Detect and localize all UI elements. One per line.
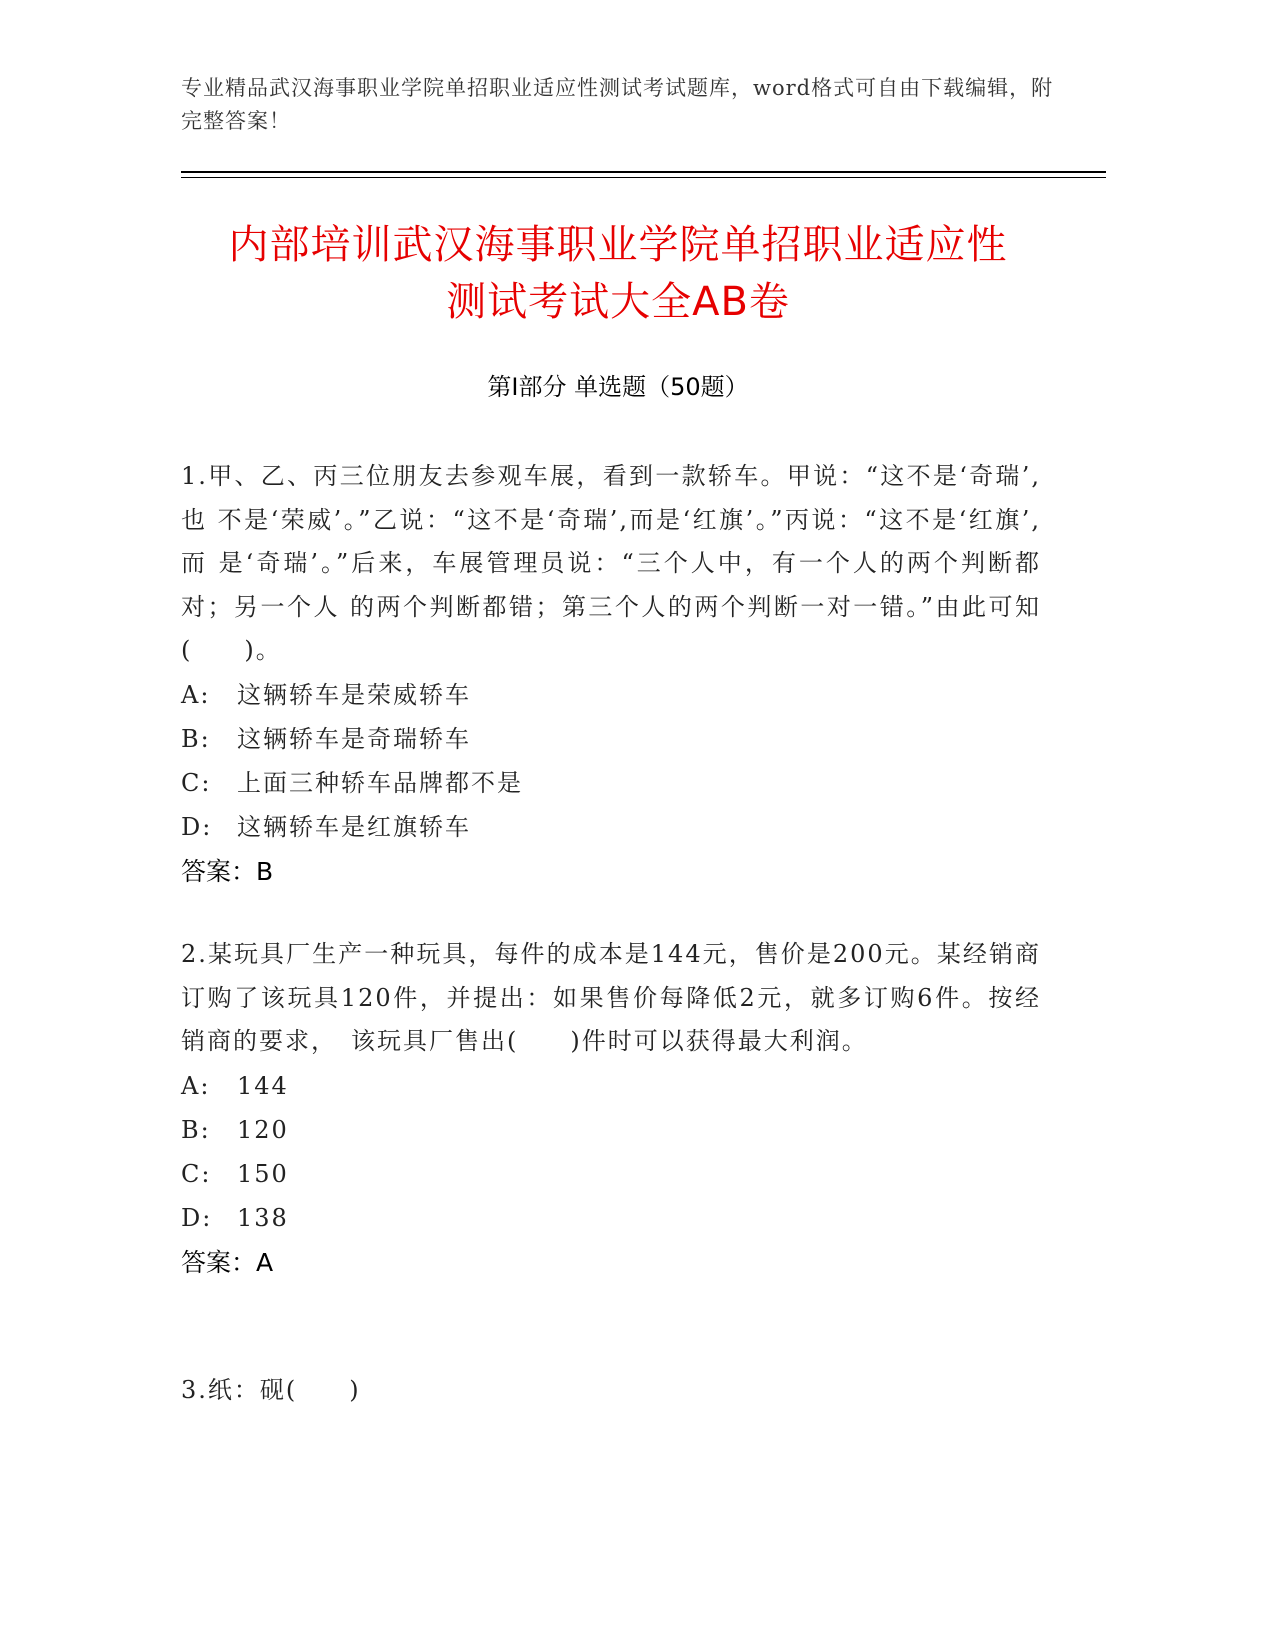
header-note: 专业精品武汉海事职业学院单招职业适应性测试考试题库，word格式可自由下载编辑，附完整答案！ bbox=[181, 76, 1054, 133]
answer-line: 答案：B bbox=[181, 856, 274, 886]
title-line-1: 内部培训武汉海事职业学院单招职业适应性 bbox=[228, 222, 1008, 268]
option-key: B: bbox=[181, 724, 211, 753]
option-key: D: bbox=[181, 812, 213, 841]
option-key: B: bbox=[181, 1115, 211, 1144]
document-title bbox=[181, 217, 1055, 331]
option-c bbox=[181, 1152, 1041, 1196]
option-key: A: bbox=[181, 1071, 211, 1100]
question-stem: 1.甲、乙、丙三位朋友去参观车展，看到一款轿车。甲说：“这不是‘奇瑞’,也 不是‘荣威’。”乙说：“这不是‘奇瑞’,而是‘红旗’。”丙说：“这不是‘红旗’,而 是‘奇瑞’。”后来，车展管理员说：“三个人中，有一个人的两个判断都对；另一个人 的两个判断都错；第三个人的两个判断一对一错。”由此可知( )。 bbox=[181, 462, 1041, 664]
option-d bbox=[181, 1196, 1041, 1240]
question-3 bbox=[181, 1369, 1041, 1413]
question-stem: 2.某玩具厂生产一种玩具，每件的成本是144元，售价是200元。某经销商订购了该玩具120件，并提出：如果售价每降低2元，就多订购6件。按经销商的要求， 该玩具厂售出( )件时可以获得最大利润。 bbox=[181, 940, 1041, 1055]
option-text: 这辆轿车是荣威轿车 bbox=[237, 680, 471, 709]
option-key: D: bbox=[181, 1203, 213, 1232]
option-d bbox=[181, 805, 1041, 849]
question-stem: 3.纸：砚( ) bbox=[181, 1376, 361, 1404]
option-text: 144 bbox=[237, 1071, 289, 1100]
option-text: 138 bbox=[237, 1203, 289, 1232]
header-rule-thin bbox=[181, 177, 1106, 178]
option-a bbox=[181, 673, 1041, 717]
option-c bbox=[181, 761, 1041, 805]
section-title: 第Ⅰ部分 单选题（50题） bbox=[487, 373, 749, 401]
title-line-2: 测试考试大全AB卷 bbox=[446, 279, 790, 325]
option-key: C: bbox=[181, 768, 212, 797]
option-a bbox=[181, 1064, 1041, 1108]
option-text: 这辆轿车是奇瑞轿车 bbox=[237, 724, 471, 753]
option-key: A: bbox=[181, 680, 211, 709]
option-text: 150 bbox=[237, 1159, 289, 1188]
option-text: 这辆轿车是红旗轿车 bbox=[237, 812, 471, 841]
question-2 bbox=[181, 933, 1041, 1286]
option-text: 上面三种轿车品牌都不是 bbox=[237, 768, 523, 797]
header-rule-thick bbox=[181, 171, 1106, 173]
option-key: C: bbox=[181, 1159, 212, 1188]
option-b bbox=[181, 717, 1041, 761]
option-b bbox=[181, 1108, 1041, 1152]
option-text: 120 bbox=[237, 1115, 289, 1144]
answer-line: 答案：A bbox=[181, 1247, 274, 1277]
question-1 bbox=[181, 455, 1041, 895]
